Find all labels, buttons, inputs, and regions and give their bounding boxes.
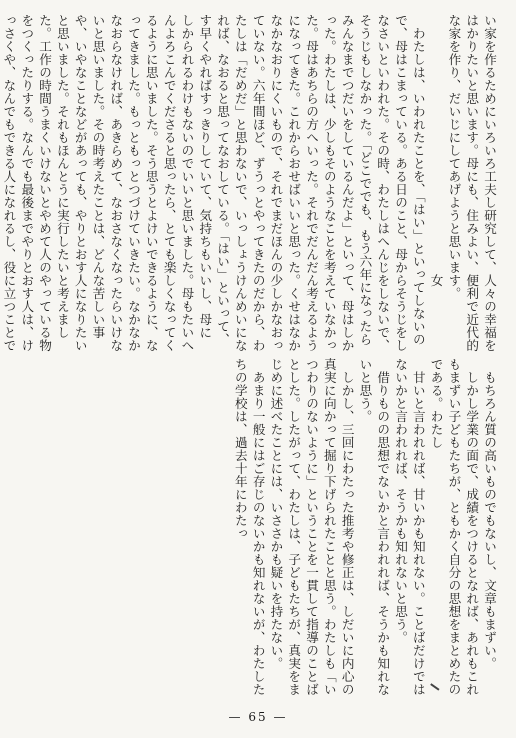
paragraph: わたしは、いわれたことを、「はい」といってしないので、母はこまっている。ある日のこと、母からそうじをしなさいといわれた。その時、わたしはへんじをしないで、そうじもしなかった。「どこででも、もう六年になったらみんなまでつだいをしているんだよ」といって、母はしかった。わたしは、少しもそのようなことを考えていなかった。母はあちらの方へいった。それでだんだん考えるようになってきた。これからおせばいいと思った。くせはなかなかなおりにくいもので、それでまだほんの少しかなおっていない。六年間ほど、ずうっとやってきたのだから、わたしは「だめだ」と思わないで、いっしょうけんめいになれば、なおると思ってなおしている。「はい」といって、す早くやればすっきりしていて、気持ちもいいし、母に	[197, 14, 426, 352]
paragraph: 甘いと言われれば、甘いかも知れない。ことばだけではないかと言われれば、そうかも知れないと思う。	[393, 358, 426, 696]
speaker-label: 女	[428, 274, 444, 287]
upper-text-block	[1, 14, 498, 354]
paragraph: い家を作るためにいろいろ工夫し研究して、人々の幸福をはかりたいと思います。母にも、住みよい、便利で近代的な家を作り、だいじにしてあげようと思います。	[446, 14, 497, 352]
paragraph: あまり一般にはご存じのないかも知れないが、わたしたちの学校は、過去十年にわたっ	[232, 358, 266, 696]
paragraph: しかし学業の面で、成績をつけるとなれば、あれもこれもまずい子どもたちが、ともかく自分の思想をまとめたのである。わたし	[428, 358, 480, 696]
paragraph: もちろん質の高いものでもないし、文章もまずい。	[482, 370, 497, 670]
lower-text-block	[18, 358, 498, 703]
paragraph: しかし、三回にわたった推考や修正は、しだいに内心の真実に向かって掘り下げられたことと思う。わたしも「いつわりのないように」ということを一貫して指導のことばとした。したがって、わたしは、子どもたちが、真実をまじめに述べたことには、いささかも疑いを持たない。	[268, 358, 355, 696]
paragraph: 借りものの思想でないかと言われれば、そうかも知れないと思う。	[357, 358, 391, 696]
page-number: — 65 —	[228, 710, 288, 724]
paragraph: しかられるわけもないのでいいと思いました。母もたいへんよろこんでくださると思ったら、とても楽しくなってくるように思いました。そう思うとよけいできるように、なってきました。もっともっとつづけていきたい。なかなかなおらなければ、あきらめて、なおさなくなったらいけないと思いました。その時考えたことは、どんな苦しい事や、いやなことなどがあっても、やりとおす人になりたいと思いました。それもほんとうに実行したいと考えました。工作の時間うまくいけないとやめて人のやっている物をつくったりする。なんでも最後までやりとおす人は、けっさくや、なんでもできる人になれるし、役に立つことで	[1, 14, 195, 352]
